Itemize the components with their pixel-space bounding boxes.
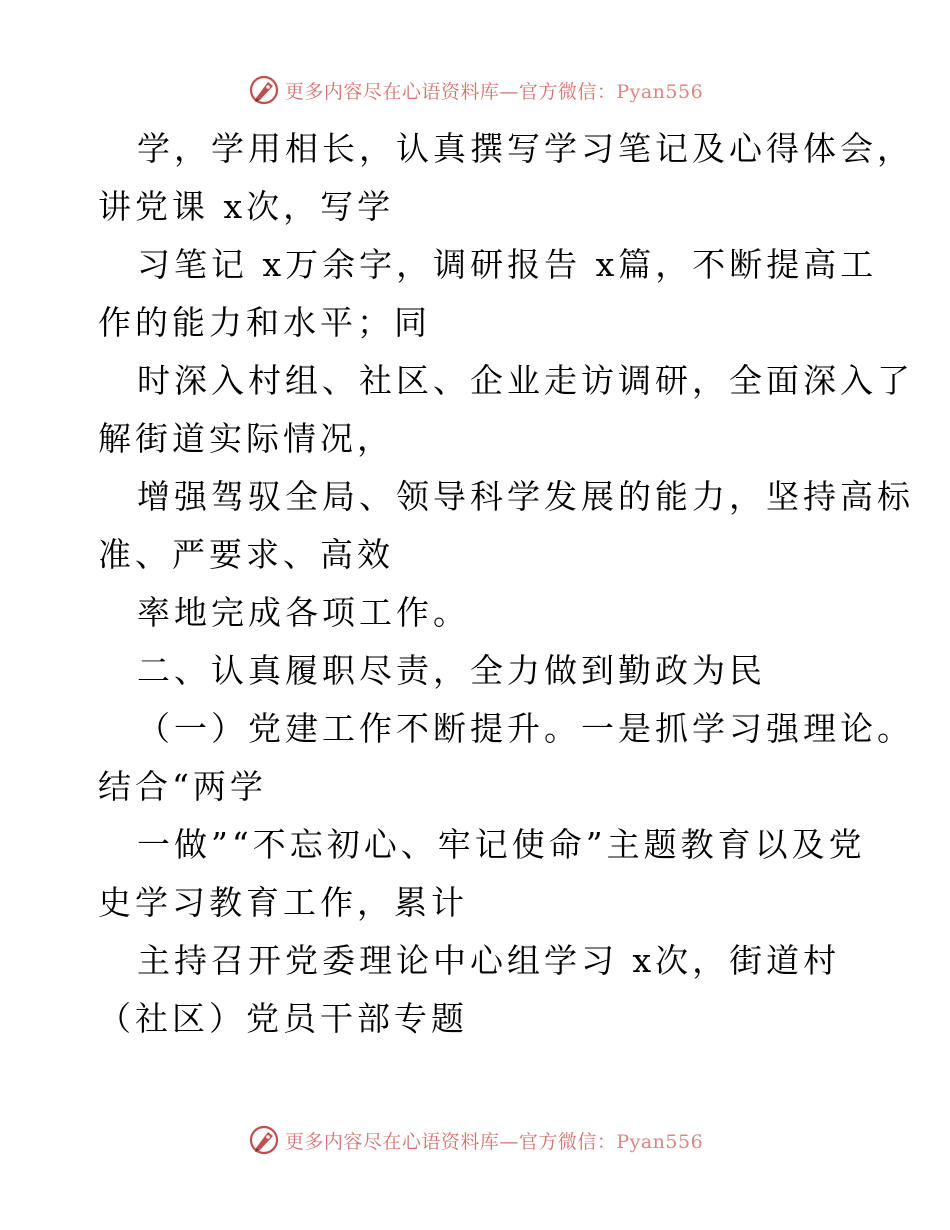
body-line-15: 主持召开党委理论中心组学习 x次，街道村	[137, 941, 841, 980]
body-line-16: （社区）党员干部专题	[98, 999, 468, 1038]
footer-watermark-banner	[0, 1120, 950, 1160]
banner-wechat-id: Pyan556	[616, 80, 704, 103]
body-line-12: 结合“两学	[98, 767, 267, 806]
body-line-13: 一做”“不忘初心、牢记使命”主题教育以及党	[137, 825, 866, 864]
banner-wechat-id: Pyan556	[616, 1130, 704, 1153]
body-line-9: 率地完成各项工作。	[137, 593, 470, 632]
body-line-6: 解街道实际情况，	[98, 419, 394, 458]
banner-main-text: 更多内容尽在心语资料库—官方微信：	[284, 80, 617, 103]
body-line-7: 增强驾驭全局、领导科学发展的能力，坚持高标	[137, 477, 914, 516]
header-watermark-text	[285, 77, 703, 104]
pen-nib-logo-icon	[247, 1123, 281, 1157]
body-line-1: 学，学用相长，认真撰写学习笔记及心得体会，	[137, 129, 914, 168]
pen-nib-logo-icon	[247, 73, 281, 107]
banner-main-text: 更多内容尽在心语资料库—官方微信：	[284, 1130, 617, 1153]
body-line-2: 讲党课 x次，写学	[98, 187, 395, 226]
body-line-8: 准、严要求、高效	[98, 535, 394, 574]
body-line-14: 史学习教育工作，累计	[98, 883, 468, 922]
body-line-3: 习笔记 x万余字，调研报告 x篇，不断提高工	[137, 245, 878, 284]
body-line-5: 时深入村组、社区、企业走访调研，全面深入了	[137, 361, 914, 400]
header-watermark-banner	[0, 70, 950, 110]
section-heading: 二、认真履职尽责，全力做到勤政为民	[137, 651, 766, 690]
body-line-4: 作的能力和水平；同	[98, 303, 431, 342]
body-line-11: （一）党建工作不断提升。一是抓学习强理论。	[137, 709, 914, 748]
footer-watermark-text	[285, 1127, 703, 1154]
